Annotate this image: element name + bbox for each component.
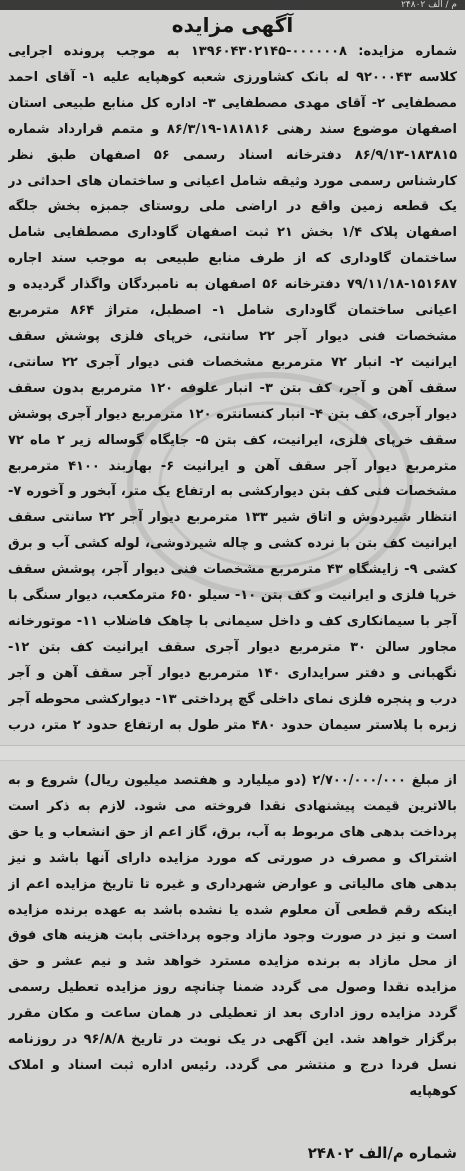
notice-body-part-2: از مبلغ ۲/۷۰۰/۰۰۰/۰۰۰ (دو میلیارد و هفتصد میلیون ریال) شروع و به بالاترین قیمت پیشنهادی نقدا فروخته می شود. لازم به ذکر است پرداخت بدهی های مربوط به آب، برق، گاز اعم از حق انشعاب و یا حق اشتراک و مصرف در صورتی که مورد مزایده دارای آنها باشد و نیز بدهی های مالیاتی و عوارض شهرداری و غیره تا تاریخ مزایده اعم از اینکه رقم قطعی آن معلوم شده یا نشده باشد به عهده برنده مزایده است و نیز در صورت وجود مازاد وجوه پرداختی بابت هزینه های فوق از محل مازاد به برنده مزایده مسترد خواهد شد و نیم عشر و حق مزایده نقدا وصول می گردد ضمنا چنانچه روز مزایده تعطیل رسمی گردد مزایده روز اداری بعد از تعطیلی در همان ساعت و مکان مقرر برگزار خواهد شد. این آگهی در یک نوبت در تاریخ ۹۶/۸/۸ در روزنامه نسل فردا درج و منتشر می گردد. رئیس اداره ثبت اسناد و املاک کوهپایه: [8, 773, 457, 1099]
notice-body-part-1: شماره مزایده: ۰۰۰۰۰۰۸-۱۳۹۶۰۴۳۰۲۱۴۵ به موجب پرونده اجرایی کلاسه ۹۲۰۰۰۴۳ له بانک کشاورزی شعبه کوهپایه علیه ۱- آقای احمد مصطفایی ۲- آقای مهدی مصطفایی ۳- اداره کل منابع طبیعی استان اصفهان موضوع سند رهنی ۱۸۱۸۱۶-۸۶/۳/۱۹ و متمم قرارداد شماره ۱۸۳۸۱۵-۸۶/۹/۱۳ دفترخانه اسناد رسمی ۵۶ اصفهان طبق نظر کارشناس رسمی مورد وثیقه شامل اعیانی و ساختمان های احداثی در یک قطعه زمین واقع در اراضی ملی روستای جمبزه بخش جلگه اصفهان پلاک ۱/۴ بخش ۲۱ ثبت اصفهان گاوداری مصطفایی شامل ساختمان گاوداری که از طرف منابع طبیعی به موجب سند اجاره ۱۵۱۶۸۷-۷۹/۱۱/۱۸ دفترخانه ۵۶ اصفهان به نامبردگان واگذار گردیده و اعیانی ساختمان گاوداری شامل ۱- اصطبل، متراژ ۸۶۴ مترمربع مشخصات فنی دیوار آجر ۲۲ سانتی، خرپای فلزی پوشش سقف ایرانیت ۲- انبار ۷۲ مترمربع مشخصات فنی دیوار آجری ۲۲ سانتی، سقف آهن و آجر، کف بتن ۳- انبار علوفه ۱۲۰ مترمربع بدون سقف دیوار آجری، کف بتن ۴- انبار کنسانتره ۱۲۰ مترمربع دیوار آجری پوشش سقف خرپای فلزی، ایرانیت، کف بتن ۵- جایگاه گوساله زیر ۲ ماه ۷۲ مترمربع دیوار آجر سقف آهن و ایرانیت ۶- بهاربند ۴۱۰۰ مترمربع مشخصات فنی کف بتن دیوارکشی به ارتفاع یک متر، آبخور و آخوره ۷- انتظار شیردوش و اتاق شیر ۱۳۳ مترمربع دیوار آجر ۲۲ سانتی سقف ایرانیت کف بتن با نرده کشی و چاله شیردوشی، لوله کشی آب و برق کشی ۹- زایشگاه ۴۳ مترمربع مشخصات فنی دیوار آجر، پوشش سقف خرپا فلزی و ایرانیت و کف بتن ۱۰- سیلو ۶۵۰ مترمکعب، دیوار سنگی با آجر با سیمانکاری کف و داخل سیمانی با چاهک فاضلاب ۱۱- موتورخانه مجاور سالن ۳۰ مترمربع دیوار آجری سقف ایرانیت کف بتن ۱۲- نگهبانی و دفتر سرایداری ۱۴۰ مترمربع دیوار آجر سقف آهن و آجر درب و پنجره فلزی نمای داخلی گچ پرداختی ۱۳- دیوارکشی محوطه آجر زبره با پلاستر سیمان حدود ۴۸۰ متر طول به ارتفاع حدود ۲ متر، درب: [8, 44, 457, 733]
top-border-strip: [0, 0, 465, 10]
notice-title: آگهی مزایده: [171, 13, 294, 37]
header-issue-number: م / الف ۲۴۸۰۲: [401, 0, 457, 10]
column-separator: [0, 745, 465, 761]
notice-number: شماره م/الف ۲۴۸۰۲: [307, 1144, 457, 1162]
